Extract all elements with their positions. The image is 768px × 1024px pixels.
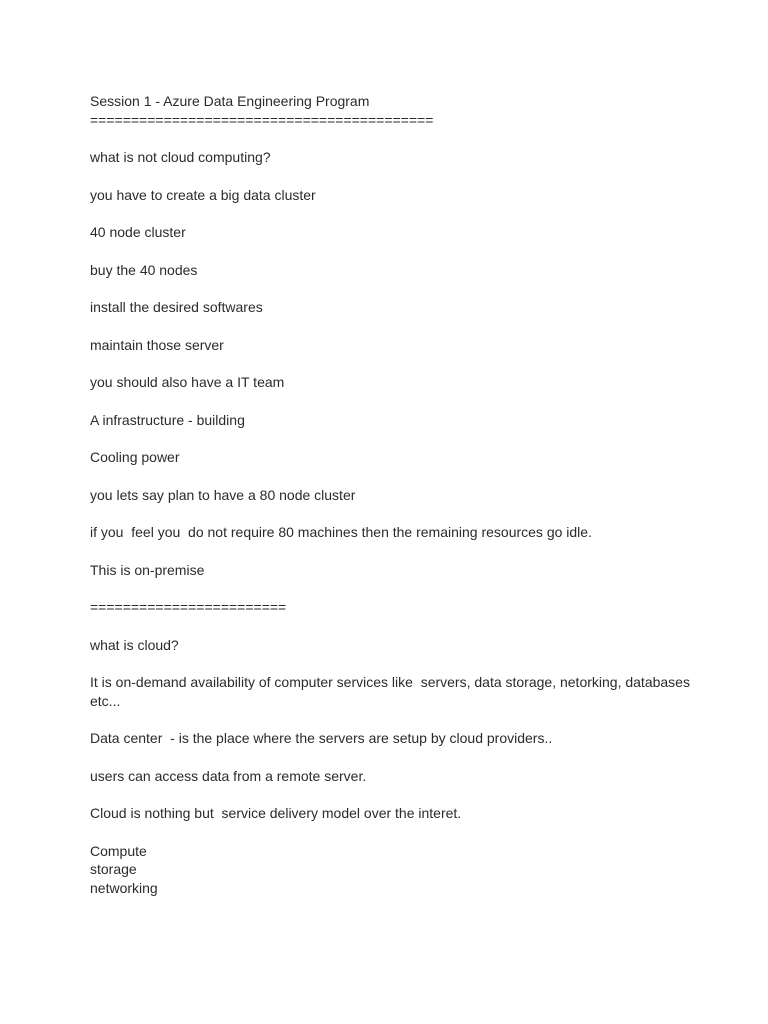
list-item-compute: Compute (90, 842, 147, 859)
paragraph-maintain-server: maintain those server (90, 336, 224, 353)
paragraph-remote-server: users can access data from a remote server. (90, 767, 367, 784)
section-divider-rule: ======================== (90, 599, 287, 615)
document-title: Session 1 - Azure Data Engineering Program (90, 93, 370, 109)
paragraph-big-data-cluster: you have to create a big data cluster (90, 186, 316, 203)
paragraph-service-delivery: Cloud is nothing but service delivery model over the interet. (90, 805, 462, 821)
paragraph-80-node-plan: you lets say plan to have a 80 node cluster (90, 486, 356, 503)
paragraph-what-is-cloud: what is cloud? (90, 636, 179, 653)
paragraph-cooling-power: Cooling power (90, 449, 180, 465)
document-body (90, 92, 710, 897)
paragraph-40-node-cluster: 40 node cluster (90, 224, 186, 240)
paragraph-data-center: Data center - is the place where the servers are setup by cloud providers.. (90, 730, 553, 746)
paragraph-on-premise: This is on-premise (90, 561, 205, 578)
paragraph-buy-nodes: buy the 40 nodes (90, 261, 198, 278)
paragraph-install-softwares: install the desired softwares (90, 299, 263, 315)
paragraph-what-is-not-cloud: what is not cloud computing? (90, 149, 271, 165)
paragraph-infrastructure: A infrastructure - building (90, 411, 245, 428)
title-underline-rule: ========================================== (90, 111, 434, 128)
paragraph-on-demand-definition: It is on-demand availability of computer services like servers, data storage, netorking, databases etc... (90, 674, 694, 709)
list-item-storage: storage (90, 861, 137, 877)
paragraph-idle-resources: if you feel you do not require 80 machines then the remaining resources go idle. (90, 524, 592, 540)
list-item-networking: networking (90, 879, 158, 896)
paragraph-it-team: you should also have a IT team (90, 374, 285, 390)
